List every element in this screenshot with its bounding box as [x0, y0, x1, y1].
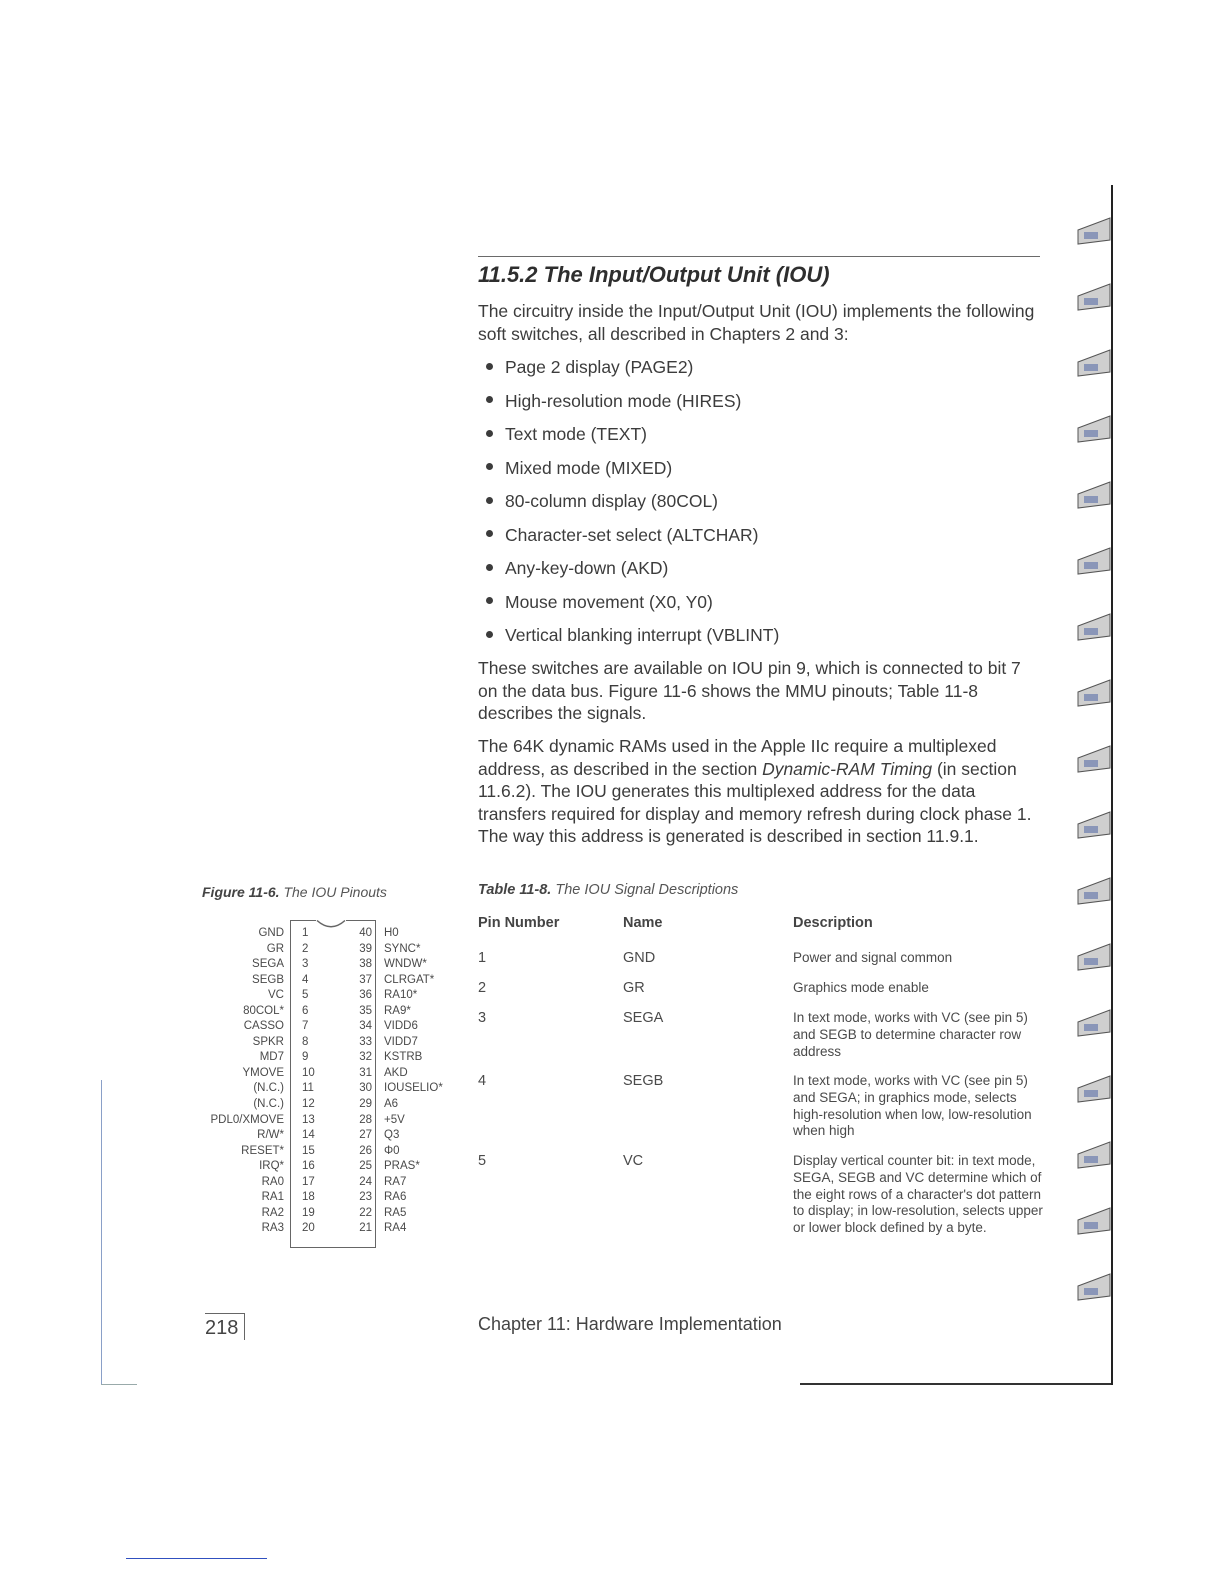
table-cell-pin: 3 [478, 1010, 487, 1026]
pin-number: 20 [302, 1222, 315, 1235]
pin-number: 25 [359, 1160, 372, 1173]
pin-number: 5 [302, 989, 309, 1002]
pin-name: H0 [384, 927, 399, 939]
pin-number: 39 [359, 942, 372, 955]
soft-switch-list [486, 355, 779, 657]
pin-name: 80COL* [243, 1004, 284, 1017]
pin-name: RESET* [241, 1144, 284, 1157]
pin-name: RA9* [384, 1004, 411, 1017]
pin-number: 11 [302, 1082, 314, 1095]
table-cell-pin: 1 [478, 950, 487, 966]
list-item: High-resolution mode (HIRES) [486, 389, 779, 423]
table-cell-name: VC [623, 1153, 644, 1169]
table-header-name: Name [623, 915, 663, 931]
bullet-icon [486, 363, 493, 370]
pin-name: RA5 [384, 1206, 407, 1219]
list-item: Mouse movement (X0, Y0) [486, 590, 779, 624]
pin-number: 26 [359, 1144, 372, 1157]
pin-number: 8 [302, 1035, 309, 1048]
table-header-description: Description [793, 915, 873, 931]
pin-number: 2 [302, 942, 309, 955]
pin-name: WNDW* [384, 958, 427, 971]
section-heading: 11.5.2 The Input/Output Unit (IOU) [478, 262, 830, 287]
bullet-icon [486, 396, 493, 403]
pin-number: 9 [302, 1051, 309, 1064]
pin-number: 29 [359, 1098, 372, 1111]
pin-name: PRAS* [384, 1160, 420, 1173]
table-cell-description: In text mode, works with VC (see pin 5) and SEGB to determine character row address [793, 1010, 1028, 1059]
pin-name: VIDD6 [384, 1020, 418, 1033]
page-left-edge [101, 1080, 102, 1385]
running-footer: Chapter 11: Hardware Implementation [478, 1314, 782, 1334]
pin-number: 18 [302, 1191, 315, 1204]
pin-number: 10 [302, 1066, 315, 1079]
pin-number: 21 [359, 1222, 372, 1235]
intro-paragraph: The circuitry inside the Input/Output Unit (IOU) implements the following soft switches, all described in Chapters 2 and 3: [478, 301, 1035, 344]
pin-name: CLRGAT* [384, 973, 435, 986]
pin-name: RA4 [384, 1222, 407, 1235]
left-pin-names [150, 926, 284, 1237]
pin-name: VC [268, 989, 284, 1002]
bullet-icon [486, 597, 493, 604]
pin-name: RA1 [261, 1191, 284, 1204]
pin-number: 1 [302, 927, 309, 939]
list-item: Page 2 display (PAGE2) [486, 355, 779, 389]
list-item: Any-key-down (AKD) [486, 556, 779, 590]
table-cell-name: GR [623, 980, 645, 996]
table-cell-pin: 4 [478, 1073, 487, 1089]
pin-number: 38 [359, 958, 372, 971]
pin-number: 27 [359, 1129, 372, 1142]
pin-name: SYNC* [384, 942, 421, 955]
list-item: Mixed mode (MIXED) [486, 456, 779, 490]
pin-number: 6 [302, 1004, 309, 1017]
pin-number: 35 [359, 1004, 372, 1017]
pin-name: (N.C.) [253, 1098, 284, 1111]
pin-number: 37 [359, 973, 372, 986]
pin-number: 14 [302, 1129, 315, 1142]
pin-name: RA0 [261, 1175, 284, 1188]
pin-number: 22 [359, 1206, 372, 1219]
list-item: Vertical blanking interrupt (VBLINT) [486, 623, 779, 657]
pin-number: 24 [359, 1175, 372, 1188]
pin-name: Φ0 [384, 1144, 400, 1157]
pin-name: A6 [384, 1098, 399, 1111]
bullet-icon [486, 564, 493, 571]
table-cell-pin: 2 [478, 980, 487, 996]
section-rule [478, 256, 1040, 257]
list-item: Character-set select (ALTCHAR) [486, 523, 779, 557]
pin-number: 36 [359, 989, 372, 1002]
section-reference: Dynamic-RAM Timing [762, 758, 933, 779]
right-pin-numbers [346, 926, 372, 1237]
right-pin-names [384, 926, 464, 1237]
page-bottom-rule [800, 1383, 1113, 1385]
pin-name: PDL0/XMOVE [210, 1113, 284, 1126]
table-cell-name: SEGB [623, 1073, 664, 1089]
table-cell-pin: 5 [478, 1153, 487, 1169]
pin9-paragraph: These switches are available on IOU pin 9, which is connected to bit 7 on the data bus. Figure 11-6 shows the MMU pinouts; Table 11-8 describes the signals. [478, 658, 1021, 723]
pin-number: 23 [359, 1191, 372, 1204]
page-left-foot [101, 1384, 137, 1385]
pin-number: 13 [302, 1113, 315, 1126]
pin-name: (N.C.) [253, 1082, 284, 1095]
table-header-pin: Pin Number [478, 915, 560, 931]
pin-name: RA2 [261, 1206, 284, 1219]
pin-name: VIDD7 [384, 1035, 418, 1048]
pin-number: 3 [302, 958, 309, 971]
pin-name: RA10* [384, 989, 418, 1002]
left-pin-numbers [292, 926, 322, 1237]
spiral-binding-icon [1070, 180, 1120, 1390]
pin-number: 16 [302, 1160, 315, 1173]
table-caption: Table 11-8. The IOU Signal Descriptions [478, 882, 739, 898]
pin-name: YMOVE [242, 1066, 284, 1079]
pin-name: RA7 [384, 1175, 407, 1188]
pin-name: MD7 [259, 1051, 284, 1064]
pin-number: 12 [302, 1098, 315, 1111]
pin-number: 34 [359, 1020, 372, 1033]
pin-name: SEGA [252, 958, 284, 971]
pin-number: 32 [359, 1051, 372, 1064]
pin-number: 7 [302, 1020, 309, 1033]
table-cell-description: Display vertical counter bit: in text mode, SEGA, SEGB and VC determine which of the eight rows of a character's dot pattern to display; in low-resolution, selects upper or lower block defined by a byte. [793, 1153, 1043, 1236]
table-cell-name: GND [623, 950, 656, 966]
pin-name: IOUSELIO* [384, 1082, 443, 1095]
pin-number: 19 [302, 1206, 315, 1219]
pin-name: GND [258, 927, 284, 939]
pin-name: SPKR [252, 1035, 284, 1048]
table-cell-description: Graphics mode enable [793, 980, 929, 995]
pin-name: Q3 [384, 1129, 400, 1142]
pin-number: 31 [359, 1066, 372, 1079]
pin-number: 15 [302, 1144, 315, 1157]
bullet-icon [486, 631, 493, 638]
bullet-icon [486, 497, 493, 504]
pin-name: KSTRB [384, 1051, 423, 1064]
list-item: 80-column display (80COL) [486, 489, 779, 523]
bullet-icon [486, 430, 493, 437]
table-cell-description: In text mode, works with VC (see pin 5) and SEGA; in graphics mode, selects high-resolution when low, low-resolution when high [793, 1073, 1032, 1139]
pin-name: RA3 [261, 1222, 284, 1235]
dram-paragraph: The 64K dynamic RAMs used in the Apple IIc require a multiplexed address, as described in the section Dynamic-RAM Timing (in section 11.6.2). The IOU generates this multiplexed address for the data transfers required for display and memory refresh during clock phase 1. The way this address is generated is described in section 11.9.1. [478, 736, 1032, 846]
pin-number: 30 [359, 1082, 372, 1095]
list-item: Text mode (TEXT) [486, 422, 779, 456]
bullet-icon [486, 530, 493, 537]
pin-name: AKD [384, 1066, 408, 1079]
pin-number: 33 [359, 1035, 372, 1048]
figure-caption: Figure 11-6. The IOU Pinouts [202, 884, 387, 900]
scan-mark-line [126, 1558, 267, 1559]
table-cell-name: SEGA [623, 1010, 664, 1026]
pin-name: R/W* [257, 1129, 284, 1142]
pin-name: SEGB [252, 973, 284, 986]
pin-name: GR [266, 942, 284, 955]
table-cell-description: Power and signal common [793, 950, 953, 965]
pin-name: IRQ* [259, 1160, 284, 1173]
pin-number: 28 [359, 1113, 372, 1126]
pin-number: 17 [302, 1175, 315, 1188]
pin-number: 40 [359, 927, 372, 939]
pin-number: 4 [302, 973, 309, 986]
pin-name: RA6 [384, 1191, 407, 1204]
bullet-icon [486, 463, 493, 470]
pin-name: +5V [384, 1113, 405, 1126]
page-number: 218 [205, 1313, 245, 1340]
pin-name: CASSO [243, 1020, 284, 1033]
